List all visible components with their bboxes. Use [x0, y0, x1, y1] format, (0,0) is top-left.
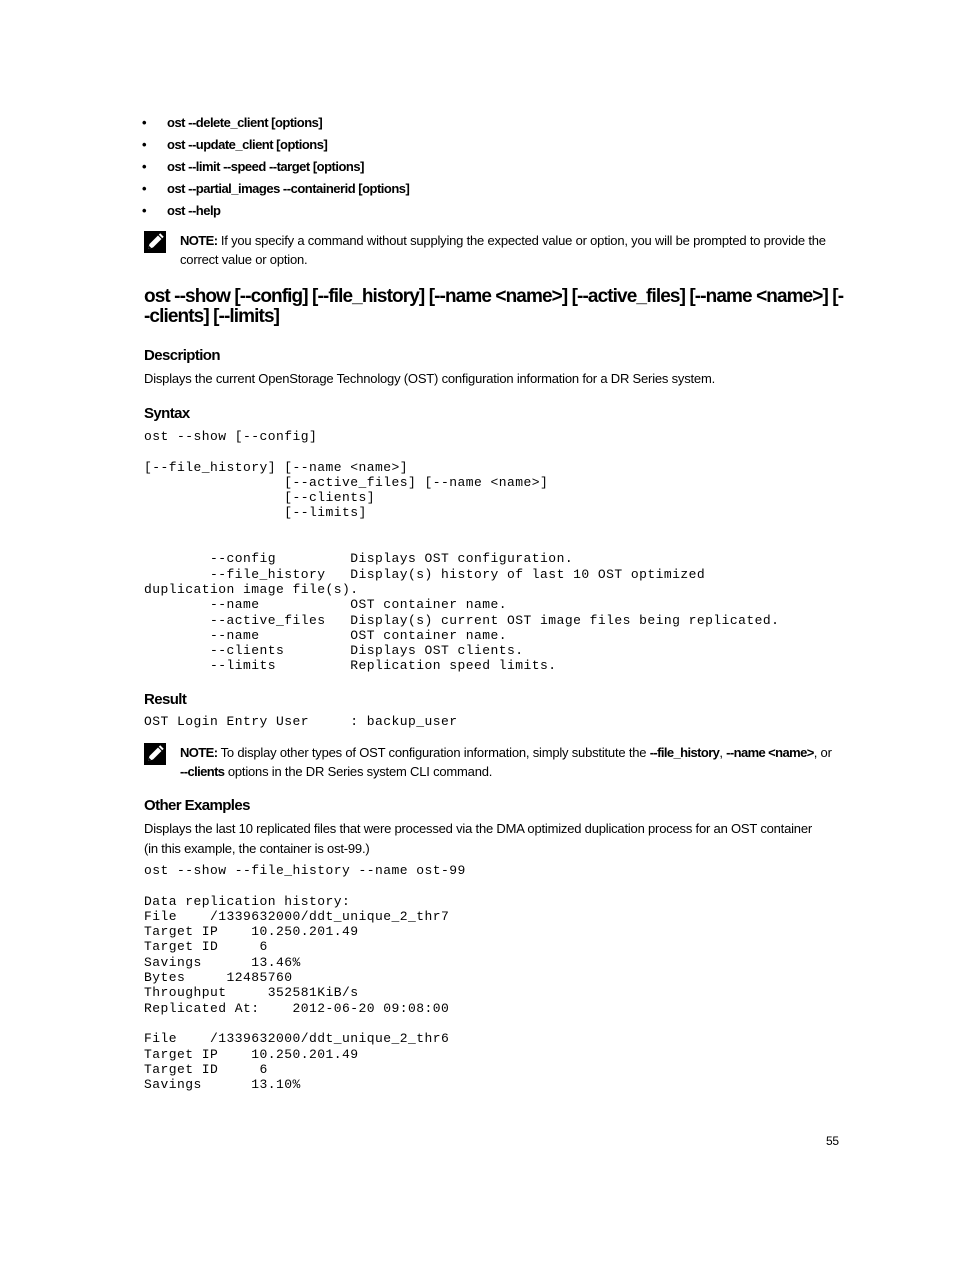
page-number: 55	[826, 1134, 839, 1148]
note-box	[144, 231, 834, 269]
note-body: If you specify a command without supplying the expected value or option, you will be prompted to provide the correct value or option.	[180, 233, 826, 267]
list-item: • ost --update_client [options]	[142, 135, 409, 157]
result-code-block: OST Login Entry User : backup_user	[144, 714, 458, 729]
description-heading: Description	[144, 347, 220, 364]
list-item: • ost --limit --speed --target [options]	[142, 157, 409, 179]
list-item: • ost --delete_client [options]	[142, 113, 409, 135]
note-box	[144, 743, 834, 781]
description-text: Displays the current OpenStorage Technology (OST) configuration information for a DR Series system.	[144, 371, 716, 386]
pencil-note-icon	[144, 743, 166, 765]
note-label: NOTE:	[180, 233, 218, 248]
note-text	[180, 231, 834, 269]
separator: , or	[813, 745, 832, 760]
note-label: NOTE:	[180, 745, 218, 760]
list-item: • ost --help	[142, 201, 409, 223]
pencil-note-icon	[144, 231, 166, 253]
note-body: To display other types of OST configuration information, simply substitute the	[217, 745, 650, 760]
list-item: • ost --partial_images --containerid [options]	[142, 179, 409, 201]
option-file-history: --file_history	[649, 745, 720, 760]
section-title: ost --show [--config] [--file_history] [--name <name>] [--active_files] [--name <name>] [--clients] [--limits]	[144, 286, 844, 327]
other-examples-text: Displays the last 10 replicated files that were processed via the DMA optimized duplication process for an OST container (in this example, the container is ost-99.)	[144, 821, 812, 856]
separator: ,	[719, 745, 727, 760]
option-clients: --clients	[180, 764, 225, 779]
command-list	[142, 113, 409, 223]
option-name: --name <name>	[726, 745, 814, 760]
other-examples-heading: Other Examples	[144, 797, 250, 814]
syntax-code-block: ost --show [--config] [--file_history] [--name <name>] [--active_files] [--name <name>] [--clients] [--limits] --config Displays OST configuration. --file_history Display(s) history of last 10 OST optimized duplication image file(s). --name OST container name. --active_files Display(s) current OST image files being replicated. --name OST container name. --clients Displays OST clients. --limits Replication speed limits.	[144, 429, 780, 674]
note-text	[180, 743, 834, 781]
example-code-block: ost --show --file_history --name ost-99 Data replication history: File /1339632000/ddt_unique_2_thr7 Target IP 10.250.201.49 Target ID 6 Savings 13.46% Bytes 12485760 Throughput 352581KiB/s Replicated At: 2012-06-20 09:08:00 File /1339632000/ddt_unique_2_thr6 Target IP 10.250.201.49 Target ID 6 Savings 13.10%	[144, 863, 466, 1093]
syntax-heading: Syntax	[144, 405, 190, 422]
result-heading: Result	[144, 691, 187, 708]
note-body-end: options in the DR Series system CLI command.	[224, 764, 493, 779]
